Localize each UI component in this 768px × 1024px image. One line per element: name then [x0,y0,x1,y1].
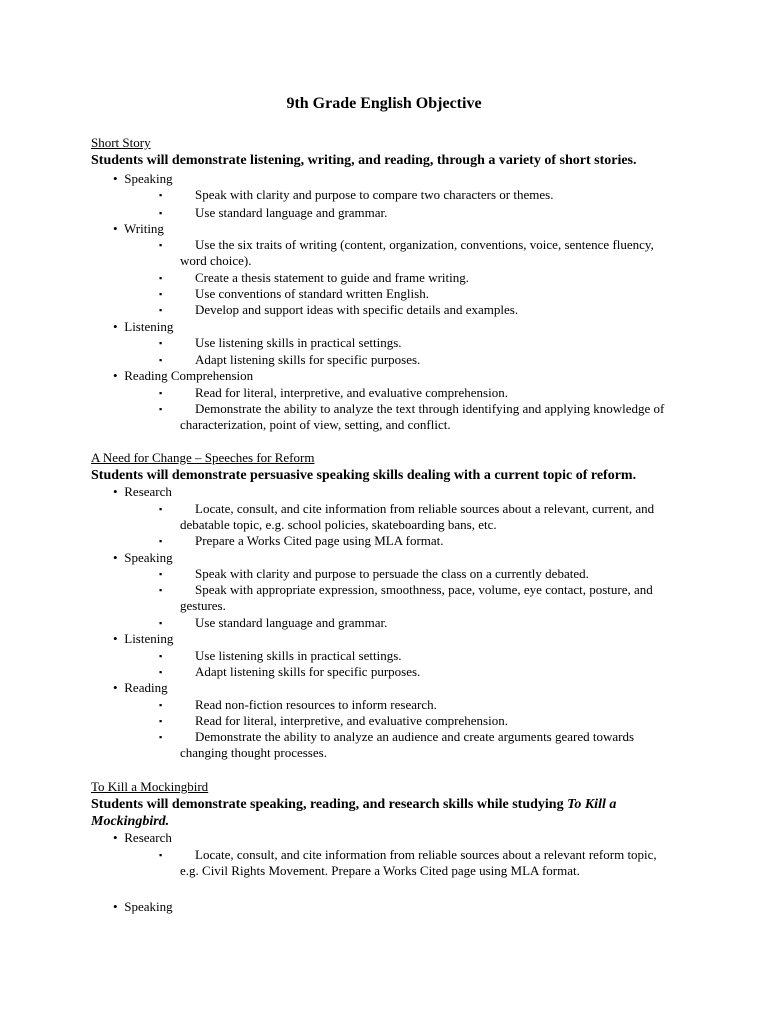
list-item-text: Prepare a Works Cited page using MLA format. [195,533,444,548]
square-bullet-icon: ▪ [159,850,163,860]
list-item-text: Demonstrate the ability to analyze an audience and create arguments geared towards changing thought processes. [180,729,635,761]
bullet-icon: • [113,631,118,646]
document-title: 9th Grade English Objective [286,95,482,112]
list-item-text: Demonstrate the ability to analyze the text through identifying and applying knowledge of characterization, point of view, setting, and conflict. [180,401,665,433]
list-item-text: Create a thesis statement to guide and frame writing. [195,270,469,285]
square-bullet-icon: ▪ [159,716,163,726]
list-item-text: Speak with clarity and purpose to persuade the class on a currently debated. [195,566,589,581]
square-bullet-icon: ▪ [159,732,163,742]
list-item-text: Use listening skills in practical settings. [195,335,402,350]
category-listening [113,319,173,335]
category-label: Speaking [124,550,173,565]
square-bullet-icon: ▪ [159,273,163,283]
list-item-text: Adapt listening skills for specific purposes. [195,352,421,367]
category-label: Listening [124,319,174,334]
square-bullet-icon: ▪ [159,305,163,315]
square-bullet-icon: ▪ [159,504,163,514]
square-bullet-icon: ▪ [159,190,163,200]
bullet-icon: • [113,484,118,499]
list-item-text: Use standard language and grammar. [195,615,388,630]
square-bullet-icon: ▪ [159,651,163,661]
square-bullet-icon: ▪ [159,536,163,546]
bullet-icon: • [113,899,118,914]
category-label: Reading [124,680,168,695]
bullet-icon: • [113,680,118,695]
list-item-text: Use the six traits of writing (content, organization, conventions, voice, sentence fluency, word choice). [180,237,654,269]
category-speaking [113,171,173,187]
list-item-text: Use standard language and grammar. [195,205,388,220]
category-label: Research [124,830,172,845]
bullet-icon: • [113,171,118,186]
bullet-icon: • [113,221,118,236]
objective-text: Students will demonstrate speaking, reading, and research skills while studying [91,797,568,812]
category-speaking [113,550,173,566]
section-heading-short-story: Short Story [91,135,151,150]
list-item-text: Read for literal, interpretive, and evaluative comprehension. [195,385,508,400]
square-bullet-icon: ▪ [159,700,163,710]
list-item-text: Develop and support ideas with specific details and examples. [195,302,519,317]
section-heading-speeches-for-reform: A Need for Change – Speeches for Reform [91,450,315,465]
square-bullet-icon: ▪ [159,289,163,299]
section-objective: Students will demonstrate persuasive speaking skills dealing with a current topic of reform. [91,468,637,483]
list-item-text: Speak with clarity and purpose to compare two characters or themes. [195,187,554,202]
category-label: Writing [124,221,164,236]
square-bullet-icon: ▪ [159,355,163,365]
square-bullet-icon: ▪ [159,404,163,414]
bullet-icon: • [113,830,118,845]
bullet-icon: • [113,368,118,383]
category-reading [113,680,168,696]
category-writing [113,221,164,237]
list-item-text: Read non-fiction resources to inform research. [195,697,437,712]
category-label: Reading Comprehension [124,368,254,383]
square-bullet-icon: ▪ [159,569,163,579]
category-label: Speaking [124,171,173,186]
list-item-text: Locate, consult, and cite information from reliable sources about a relevant, current, and debatable topic, e.g. school policies, skateboarding bans, etc. [180,501,655,533]
list-item-text: Adapt listening skills for specific purposes. [195,664,421,679]
section-objective: Students will demonstrate listening, writing, and reading, through a variety of short stories. [91,153,637,168]
category-speaking [113,899,173,915]
category-research [113,830,172,846]
category-label: Listening [124,631,174,646]
list-item-text: Locate, consult, and cite information from reliable sources about a relevant reform topic, e.g. Civil Rights Movement. Prepare a Works Cited page using MLA format. [180,847,657,879]
list-item-text: Use conventions of standard written English. [195,286,429,301]
square-bullet-icon: ▪ [159,388,163,398]
square-bullet-icon: ▪ [159,240,163,250]
category-label: Research [124,484,172,499]
list-item-text: Speak with appropriate expression, smoothness, pace, volume, eye contact, posture, and gestures. [180,582,653,614]
bullet-icon: • [113,319,118,334]
category-listening [113,631,173,647]
list-item-text: Use listening skills in practical settings. [195,648,402,663]
square-bullet-icon: ▪ [159,618,163,628]
bullet-icon: • [113,550,118,565]
category-reading-comprehension [113,368,253,384]
square-bullet-icon: ▪ [159,338,163,348]
book-title: To Kill a Mockingbird. [91,797,617,829]
list-item-text: Read for literal, interpretive, and evaluative comprehension. [195,713,508,728]
square-bullet-icon: ▪ [159,585,163,595]
category-label: Speaking [124,899,173,914]
section-heading-to-kill-a-mockingbird: To Kill a Mockingbird [91,779,209,794]
category-research [113,484,172,500]
square-bullet-icon: ▪ [159,667,163,677]
section-objective [91,796,671,830]
square-bullet-icon: ▪ [159,208,163,218]
